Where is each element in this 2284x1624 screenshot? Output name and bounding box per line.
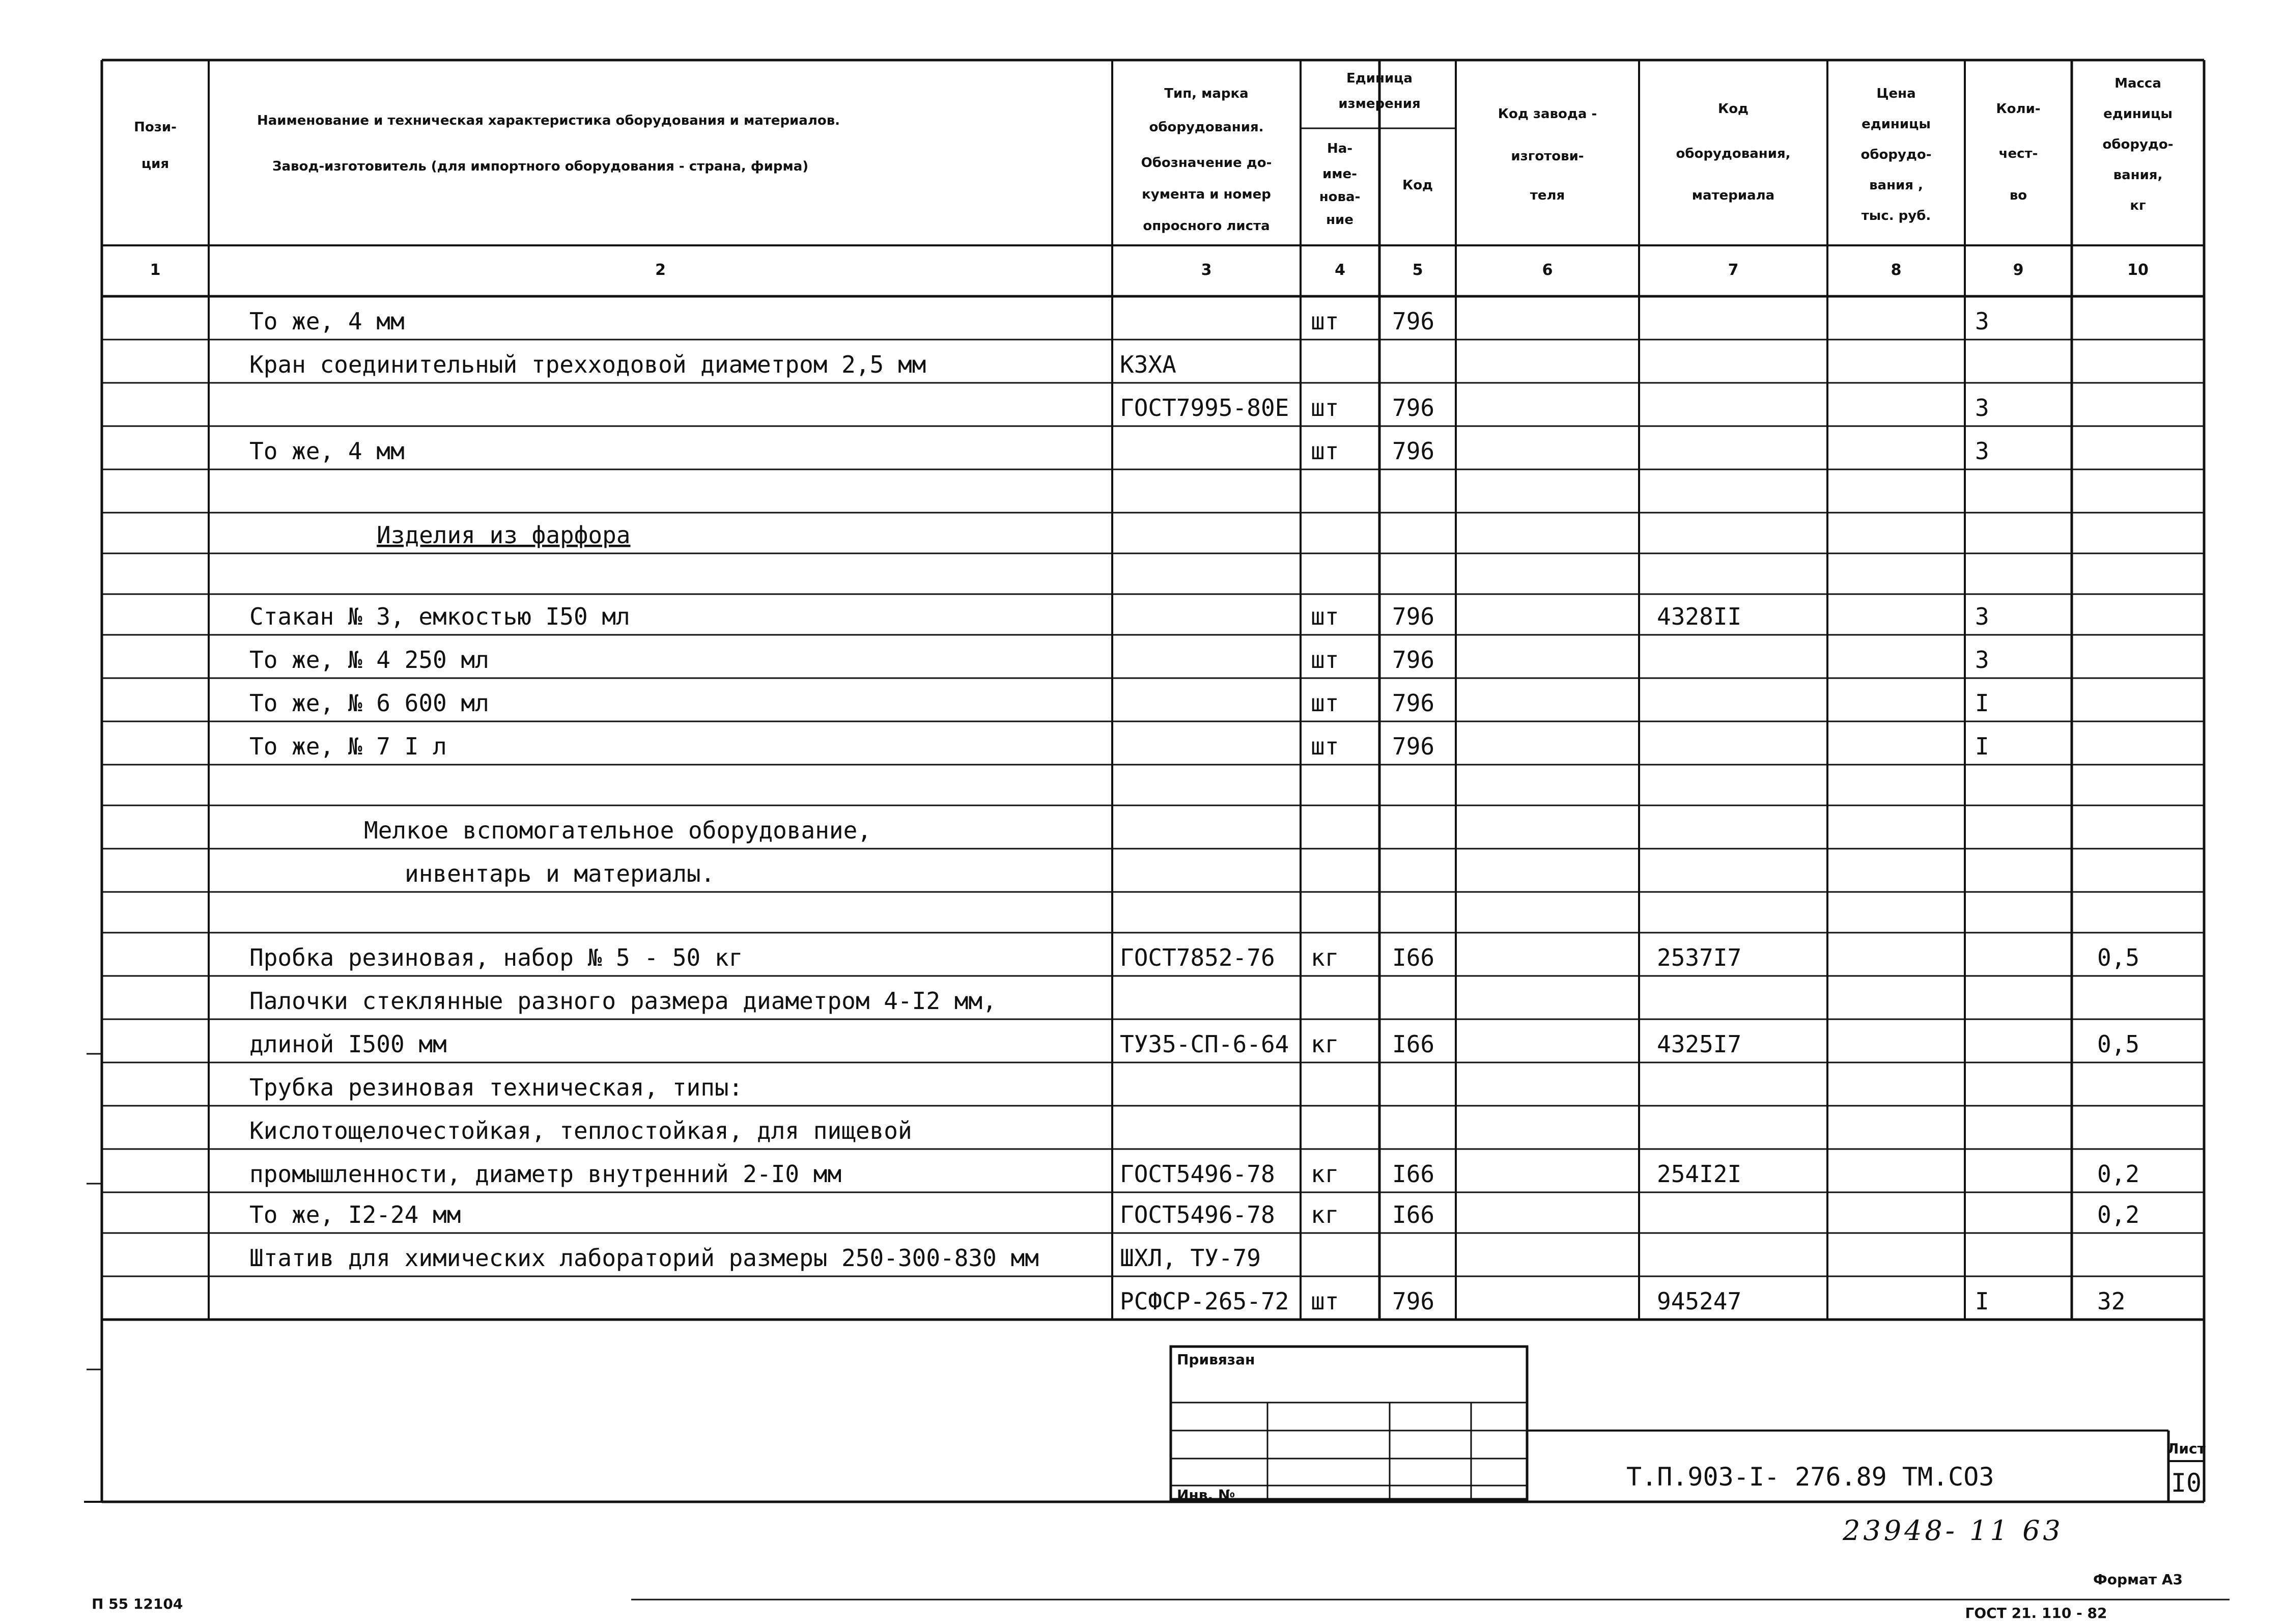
item-code: 796 bbox=[1392, 307, 1435, 335]
item-mass: 0,2 bbox=[2097, 1201, 2140, 1228]
item-name: промышленности, диаметр внутренний 2-I0 мм bbox=[249, 1160, 842, 1188]
item-qty: I bbox=[1975, 689, 1989, 717]
item-unit: шт bbox=[1311, 646, 1339, 674]
item-code: 796 bbox=[1392, 603, 1435, 630]
item-code: 796 bbox=[1392, 646, 1435, 674]
print-code: П 55 12104 bbox=[92, 1595, 183, 1612]
table-row bbox=[405, 860, 715, 887]
item-name: Мелкое вспомогательное оборудование, bbox=[364, 817, 871, 844]
sheet-number: I0 bbox=[2170, 1468, 2202, 1498]
item-mass: 32 bbox=[2097, 1287, 2126, 1315]
item-name: длиной I500 мм bbox=[249, 1030, 447, 1058]
item-type: ГОСТ7852-76 bbox=[1120, 944, 1275, 971]
item-mass: 0,5 bbox=[2097, 944, 2140, 971]
table-row bbox=[249, 1117, 912, 1144]
column-number: 3 bbox=[1201, 261, 1212, 279]
item-type: КЗХА bbox=[1120, 351, 1176, 378]
header-col4: име- bbox=[1322, 166, 1357, 182]
column-number-row bbox=[150, 261, 2149, 279]
header-col9: Коли- bbox=[1996, 101, 2041, 117]
header-col5: Код bbox=[1402, 178, 1433, 193]
item-mat: 4328II bbox=[1657, 603, 1742, 630]
header-col8: тыс. руб. bbox=[1861, 208, 1931, 223]
item-unit: шт bbox=[1311, 733, 1339, 760]
item-type: ТУ35-СП-6-64 bbox=[1120, 1030, 1289, 1058]
header-col7: материала bbox=[1691, 188, 1775, 203]
column-number: 9 bbox=[2013, 261, 2024, 279]
item-unit: шт bbox=[1311, 307, 1339, 335]
item-unit: шт bbox=[1311, 394, 1339, 422]
item-code: I66 bbox=[1392, 1030, 1435, 1058]
header-col6: Код завода - bbox=[1498, 106, 1597, 122]
item-unit: шт bbox=[1311, 603, 1339, 630]
table-header bbox=[134, 71, 2173, 234]
item-name: Кран соединительный трехходовой диаметром 2,5 мм bbox=[249, 351, 926, 378]
item-code: 796 bbox=[1392, 733, 1435, 760]
item-name: инвентарь и материалы. bbox=[405, 860, 715, 887]
title-block bbox=[1171, 1347, 2206, 1503]
header-col45_group: Единица bbox=[1346, 71, 1413, 86]
header-col1: Пози- bbox=[134, 120, 177, 135]
item-code: 796 bbox=[1392, 1287, 1435, 1315]
table-row bbox=[377, 521, 631, 549]
item-qty: 3 bbox=[1975, 394, 1989, 422]
item-qty: 3 bbox=[1975, 437, 1989, 465]
table-row bbox=[249, 987, 997, 1015]
item-unit: кг bbox=[1311, 1201, 1339, 1228]
item-mass: 0,5 bbox=[2097, 1030, 2140, 1058]
table-body bbox=[249, 307, 2139, 1315]
table-row bbox=[249, 351, 1176, 378]
table-row bbox=[249, 944, 2139, 971]
header-col10: оборудо- bbox=[2102, 137, 2174, 152]
item-type: РСФСР-265-72 bbox=[1120, 1287, 1289, 1315]
item-code: I66 bbox=[1392, 1201, 1435, 1228]
header-col6: теля bbox=[1530, 188, 1565, 203]
table-row bbox=[249, 733, 1989, 760]
header-col6: изготови- bbox=[1511, 149, 1584, 164]
column-number: 6 bbox=[1542, 261, 1553, 279]
header-col3: Тип, марка bbox=[1164, 86, 1249, 101]
item-name: То же, № 4 250 мл bbox=[249, 646, 489, 674]
item-name: Стакан № 3, емкостью I50 мл bbox=[249, 603, 630, 630]
item-name: Трубка резиновая техническая, типы: bbox=[249, 1074, 743, 1101]
item-unit: кг bbox=[1311, 1030, 1339, 1058]
item-qty: 3 bbox=[1975, 603, 1989, 630]
item-type: ГОСТ7995-80Е bbox=[1120, 394, 1289, 422]
item-code: I66 bbox=[1392, 1160, 1435, 1188]
table-row bbox=[249, 307, 1989, 335]
item-name: Кислотощелочестойкая, теплостойкая, для пищевой bbox=[249, 1117, 912, 1144]
header-col4: На- bbox=[1327, 141, 1353, 156]
stamp-privyazan-label: Привязан bbox=[1177, 1351, 1255, 1368]
header-col4: нова- bbox=[1319, 189, 1361, 205]
item-qty: I bbox=[1975, 1287, 1989, 1315]
item-name: То же, I2-24 мм bbox=[249, 1201, 461, 1228]
header-col7: оборудования, bbox=[1676, 146, 1791, 161]
table-row bbox=[249, 1160, 2139, 1188]
table-row bbox=[1120, 394, 1989, 422]
format-label: Формат А3 bbox=[2093, 1571, 2183, 1588]
item-mat: 2537I7 bbox=[1657, 944, 1742, 971]
table-row bbox=[249, 1074, 743, 1101]
sheet-label: Лист bbox=[2167, 1440, 2206, 1457]
table-row bbox=[249, 1030, 2139, 1058]
table-row bbox=[364, 817, 871, 844]
header-col10: единицы bbox=[2103, 106, 2173, 122]
column-number: 7 bbox=[1728, 261, 1739, 279]
header-col2: Завод-изготовитель (для импортного оборудования - страна, фирма) bbox=[272, 159, 809, 174]
header-col3: оборудования. bbox=[1149, 120, 1264, 135]
header-col4: ние bbox=[1326, 212, 1354, 228]
item-name: То же, 4 мм bbox=[249, 437, 405, 465]
table-row bbox=[249, 1244, 1261, 1272]
header-col10: кг bbox=[2130, 198, 2146, 213]
item-code: 796 bbox=[1392, 394, 1435, 422]
item-code: I66 bbox=[1392, 944, 1435, 971]
header-col9: во bbox=[2009, 188, 2027, 203]
item-unit: шт bbox=[1311, 689, 1339, 717]
item-mass: 0,2 bbox=[2097, 1160, 2140, 1188]
table-row bbox=[249, 1201, 2139, 1228]
table-row bbox=[1120, 1287, 2125, 1315]
item-name: То же, № 7 I л bbox=[249, 733, 447, 760]
header-col3: кумента и номер bbox=[1142, 187, 1271, 202]
item-unit: шт bbox=[1311, 1287, 1339, 1315]
item-mat: 945247 bbox=[1657, 1287, 1742, 1315]
item-type: ГОСТ5496-78 bbox=[1120, 1201, 1275, 1228]
stamp-frame bbox=[1171, 1347, 1527, 1499]
column-number: 5 bbox=[1412, 261, 1423, 279]
item-code: 796 bbox=[1392, 437, 1435, 465]
item-code: 796 bbox=[1392, 689, 1435, 717]
sheet-footer bbox=[92, 1515, 2230, 1621]
header-col3: Обозначение до- bbox=[1141, 155, 1272, 171]
gost-label: ГОСТ 21. 110 - 82 bbox=[1965, 1605, 2107, 1621]
header-col7: Код bbox=[1717, 101, 1749, 117]
item-unit: шт bbox=[1311, 437, 1339, 465]
handwritten-number: 23948- 11 63 bbox=[1843, 1515, 2064, 1547]
stamp-inv-label: Инв. № bbox=[1177, 1487, 1235, 1503]
item-type: ГОСТ5496-78 bbox=[1120, 1160, 1275, 1188]
table-row bbox=[249, 437, 1989, 465]
header-col8: единицы bbox=[1862, 117, 1931, 132]
item-mat: 254I2I bbox=[1657, 1160, 1742, 1188]
header-col9: чест- bbox=[1998, 146, 2038, 161]
column-number: 2 bbox=[655, 261, 666, 279]
item-name: Штатив для химических лабораторий размеры 250-300-830 мм bbox=[249, 1244, 1039, 1272]
column-number: 1 bbox=[150, 261, 161, 279]
item-qty: I bbox=[1975, 733, 1989, 760]
item-type: ШХЛ, ТУ-79 bbox=[1120, 1244, 1261, 1272]
header-col8: вания , bbox=[1869, 178, 1923, 193]
header-col10: вания, bbox=[2113, 167, 2163, 183]
column-number: 4 bbox=[1335, 261, 1345, 279]
document-code: Т.П.903-I- 276.89 ТМ.СО3 bbox=[1626, 1462, 1994, 1492]
header-col10: Масса bbox=[2114, 76, 2161, 91]
item-unit: кг bbox=[1311, 1160, 1339, 1188]
header-col45_group: измерения bbox=[1338, 96, 1421, 111]
item-name: Пробка резиновая, набор № 5 - 50 кг bbox=[249, 944, 743, 971]
header-col8: Цена bbox=[1876, 86, 1916, 101]
header-col8: оборудо- bbox=[1860, 147, 1932, 162]
item-name: Палочки стеклянные разного размера диаметром 4-I2 мм, bbox=[249, 987, 997, 1015]
item-mat: 4325I7 bbox=[1657, 1030, 1742, 1058]
item-qty: 3 bbox=[1975, 646, 1989, 674]
table-row bbox=[249, 689, 1989, 717]
header-col1: ция bbox=[141, 156, 170, 172]
item-name: То же, № 6 600 мл bbox=[249, 689, 489, 717]
item-qty: 3 bbox=[1975, 307, 1989, 335]
table-row bbox=[249, 603, 1989, 630]
section-heading: Изделия из фарфора bbox=[377, 521, 631, 549]
column-number: 10 bbox=[2127, 261, 2149, 279]
item-unit: кг bbox=[1311, 944, 1339, 971]
header-col3: опросного листа bbox=[1143, 218, 1270, 234]
column-number: 8 bbox=[1891, 261, 1902, 279]
item-name: То же, 4 мм bbox=[249, 307, 405, 335]
header-col2: Наименование и техническая характеристика оборудования и материалов. bbox=[257, 113, 840, 128]
table-row bbox=[249, 646, 1989, 674]
